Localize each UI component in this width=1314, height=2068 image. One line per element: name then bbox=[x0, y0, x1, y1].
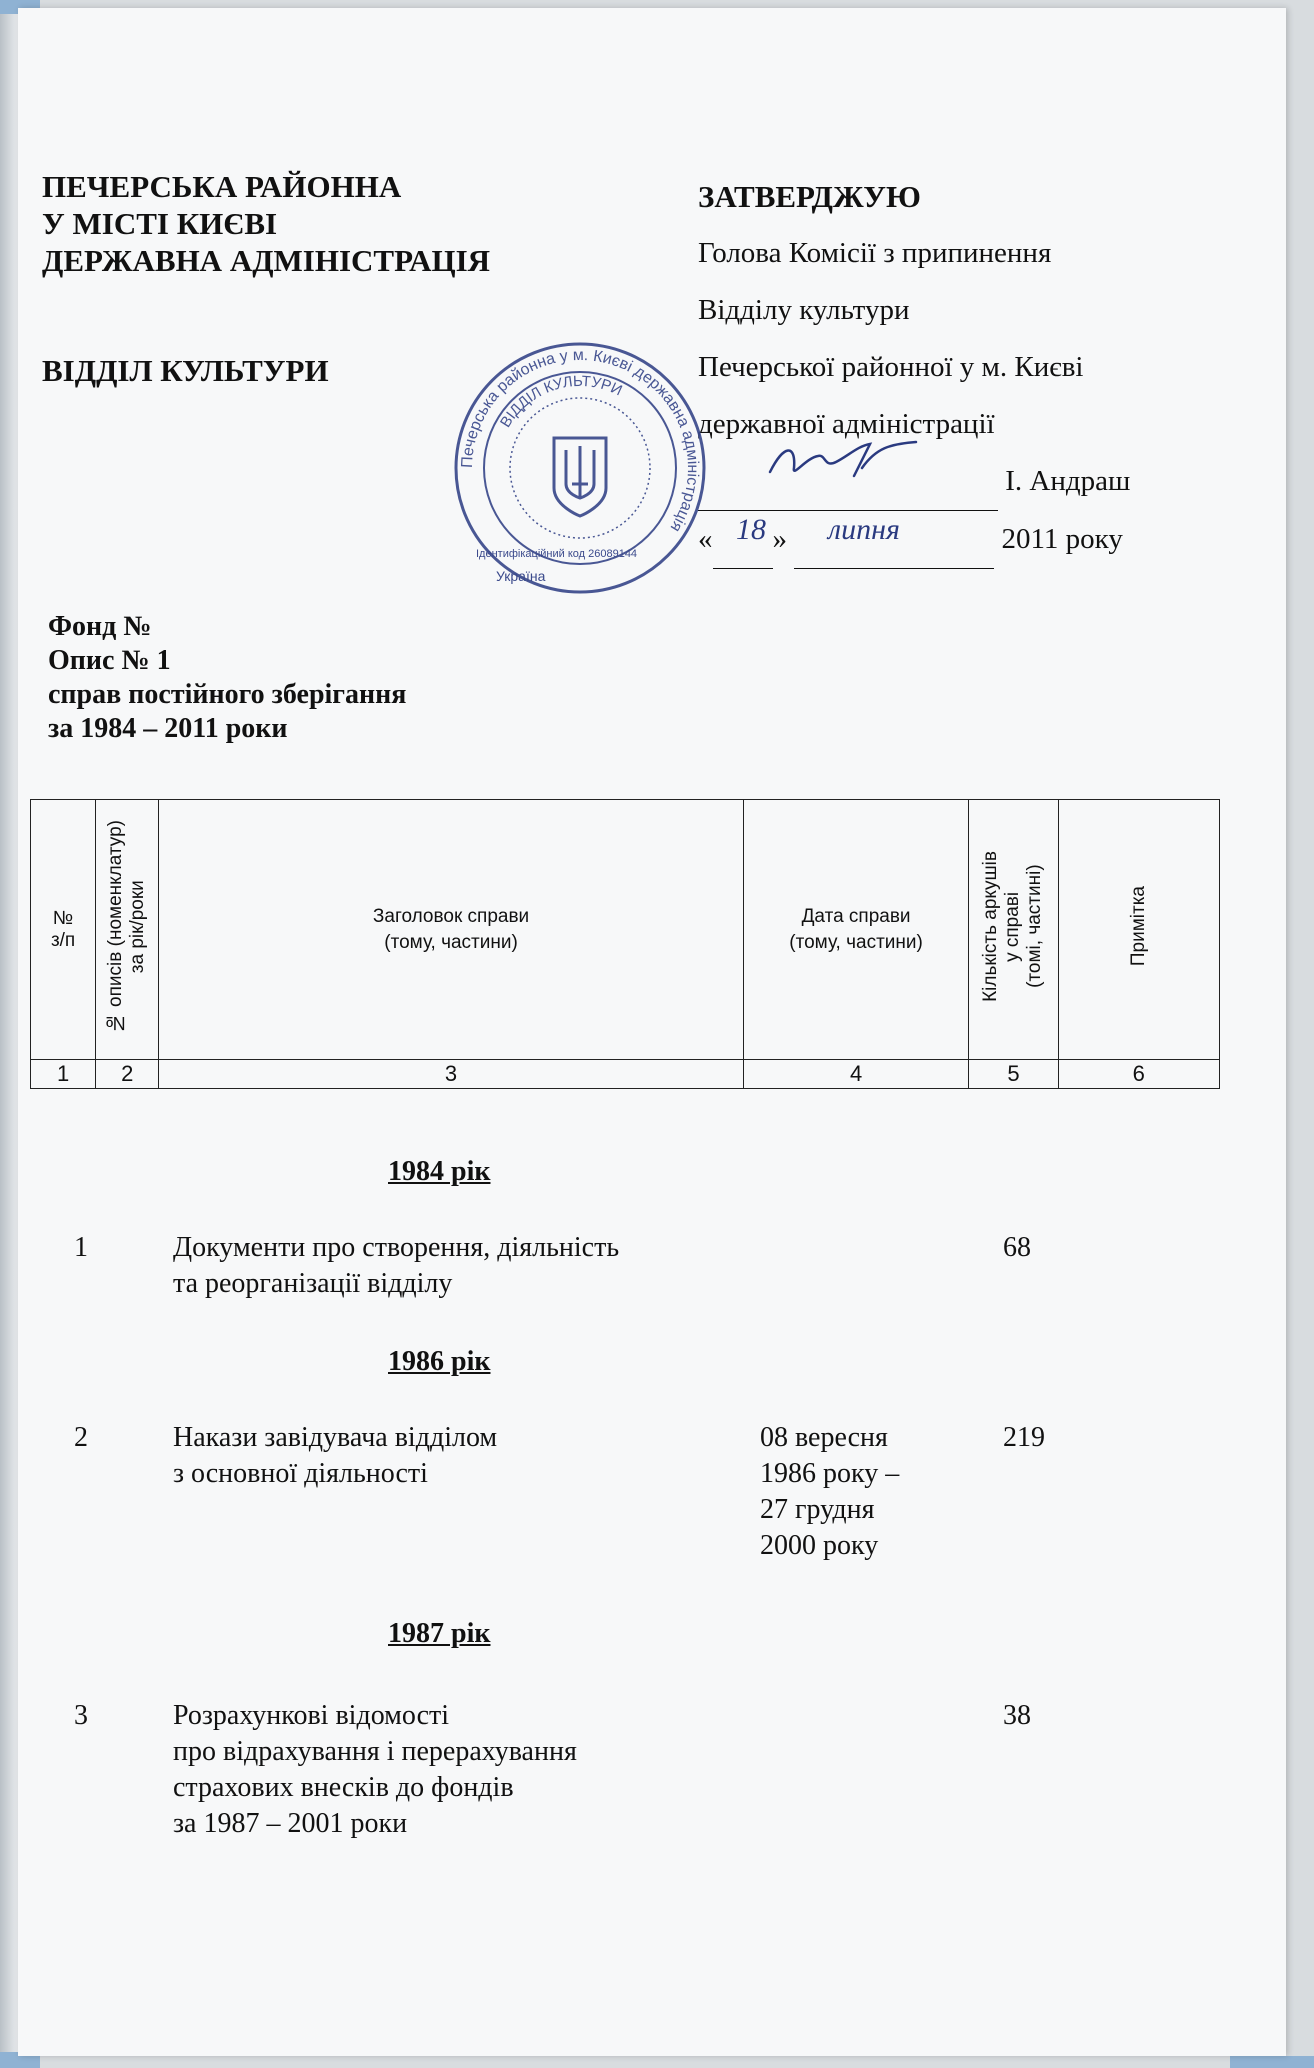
approval-line-1: Голова Комісії з припинення bbox=[698, 237, 1052, 269]
col-header-pages-text: Кількість аркушів у справі (томі, частині) bbox=[980, 851, 1046, 1002]
fond-block bbox=[48, 610, 406, 746]
col-header-opys bbox=[96, 800, 159, 1060]
organization-header bbox=[42, 168, 490, 279]
entry-pages: 219 bbox=[1003, 1422, 1045, 1453]
signature-image bbox=[766, 438, 926, 482]
entry-title-line: та реорганізації відділу bbox=[173, 1268, 453, 1299]
fond-number: Фонд № bbox=[48, 611, 152, 642]
approval-title: ЗАТВЕРДЖУЮ bbox=[698, 179, 921, 214]
entry-title bbox=[173, 1420, 497, 1492]
approval-block bbox=[698, 168, 1130, 569]
binding-edge bbox=[0, 0, 18, 2068]
department-name: ВІДДІЛ КУЛЬТУРИ bbox=[42, 353, 329, 388]
trident-icon bbox=[554, 438, 606, 516]
entry-title-line: Документи про створення, діяльність bbox=[173, 1232, 620, 1263]
entry-title-line: за 1987 – 2001 роки bbox=[173, 1808, 408, 1839]
col-header-note bbox=[1058, 800, 1219, 1060]
year-heading: 1987 рік bbox=[388, 1618, 491, 1649]
approval-line-4: державної адміністрації bbox=[698, 408, 995, 440]
org-line-1: ПЕЧЕРСЬКА РАЙОННА bbox=[42, 169, 402, 204]
period: за 1984 – 2011 роки bbox=[48, 713, 288, 744]
col-header-pages bbox=[969, 800, 1058, 1060]
handwritten-month: липня bbox=[828, 513, 900, 546]
binding-tape-bottom-right bbox=[1230, 2056, 1314, 2068]
entry-date-line: 2000 року bbox=[760, 1530, 879, 1561]
handwritten-day: 18 bbox=[736, 513, 766, 546]
col-header-note-text: Примітка bbox=[1127, 886, 1149, 967]
col-number: 2 bbox=[96, 1060, 159, 1089]
inventory-table bbox=[30, 799, 1220, 1089]
stamp-country: Україна bbox=[496, 568, 546, 584]
year-heading: 1984 рік bbox=[388, 1156, 491, 1187]
entry-title-line: страхових внесків до фондів bbox=[173, 1772, 514, 1803]
approval-line-3: Печерської районної у м. Києві bbox=[698, 351, 1084, 383]
approval-line-2: Відділу культури bbox=[698, 294, 910, 326]
col-header-title: Заголовок справи (тому, частини) bbox=[159, 800, 743, 1060]
entry-date-line: 27 грудня bbox=[760, 1494, 875, 1525]
entry-date-line: 1986 року – bbox=[760, 1458, 900, 1489]
col-number: 4 bbox=[743, 1060, 969, 1089]
entry-title bbox=[173, 1698, 577, 1842]
entry-number: 1 bbox=[74, 1232, 88, 1263]
entry-title-line: про відрахування і перерахування bbox=[173, 1736, 577, 1767]
col-header-date: Дата справи (тому, частини) bbox=[743, 800, 969, 1060]
year-heading: 1986 рік bbox=[388, 1346, 491, 1377]
org-line-2: У МІСТІ КИЄВІ bbox=[42, 206, 278, 241]
quote-open: « bbox=[698, 523, 713, 555]
col-number: 6 bbox=[1058, 1060, 1219, 1089]
entry-pages: 38 bbox=[1003, 1700, 1031, 1731]
stamp-ring-text: Печерська районна у м. Києві державна адміністрація bbox=[458, 346, 702, 535]
org-line-3: ДЕРЖАВНА АДМІНІСТРАЦІЯ bbox=[42, 243, 491, 278]
stamp-inner-text: ВІДДІЛ КУЛЬТУРИ bbox=[497, 372, 625, 431]
entry-title-line: Накази завідувача відділом bbox=[173, 1422, 498, 1453]
document-page bbox=[18, 8, 1286, 2056]
col-header-no: № з/п bbox=[31, 800, 96, 1060]
entry-title-line: Розрахункові відомості bbox=[173, 1700, 450, 1731]
entry-number: 3 bbox=[74, 1700, 88, 1731]
signatory-name: І. Андраш bbox=[1005, 465, 1131, 497]
entry-date bbox=[760, 1420, 899, 1564]
col-number: 1 bbox=[31, 1060, 96, 1089]
col-header-opys-text: № описів (номенклатур) за рік/роки bbox=[105, 819, 149, 1034]
entry-number: 2 bbox=[74, 1422, 88, 1453]
col-number: 5 bbox=[969, 1060, 1058, 1089]
column-number-row bbox=[31, 1060, 1220, 1089]
quote-close: » bbox=[772, 523, 787, 555]
col-number: 3 bbox=[159, 1060, 743, 1089]
entry-title-line: з основної діяльності bbox=[173, 1458, 428, 1489]
stamp-code: Ідентифікаційний код 26089144 bbox=[476, 548, 638, 560]
entry-title bbox=[173, 1230, 619, 1302]
storage-type: справ постійного зберігання bbox=[48, 679, 407, 710]
entry-pages: 68 bbox=[1003, 1232, 1031, 1263]
date-year: 2011 року bbox=[1001, 523, 1123, 555]
entry-date-line: 08 вересня bbox=[760, 1422, 888, 1453]
opys-number: Опис № 1 bbox=[48, 645, 171, 676]
table-header-row bbox=[31, 800, 1220, 1060]
